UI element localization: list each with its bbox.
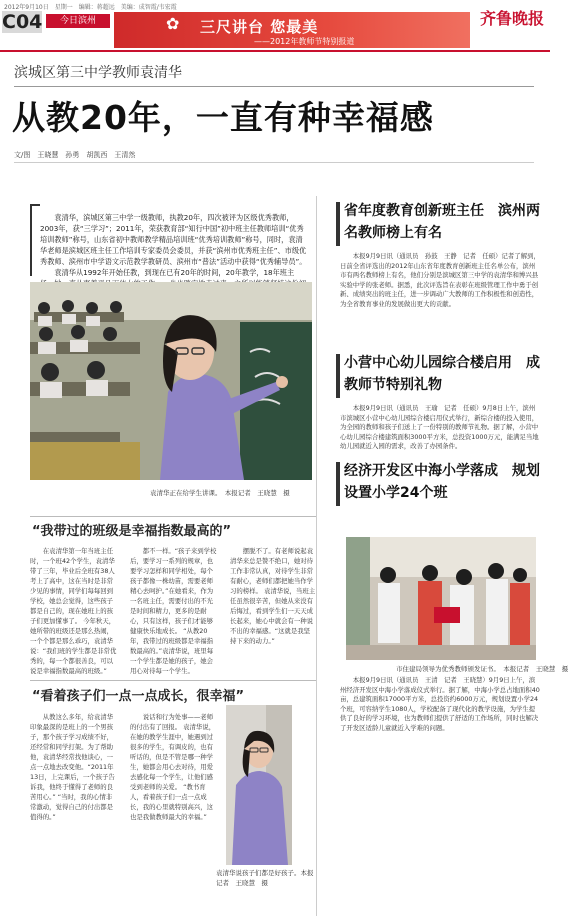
paragraph: 在袁清华第一年当班主任时，一个班42个学生，袁清华带了三年，毕业后全班有38人考上了高中，这在当时是非常少见的事情，同学们每每回到学校，她总会觉得，这些孩子都是自己的，现在她班上的孩子们更加懂事了。 今年秋天，她所带的班级还是那么热闹，一个个都是那么乖巧，袁清华说：“我们班的学生都是非常优秀的，每一个都很善良，可以说是幸福指数最高的班级。” bbox=[30, 547, 117, 675]
quote1-col2 bbox=[130, 546, 218, 675]
paragraph: 从教这么多年，给袁清华印象最深的是班上的一个男孩子，那个孩子学习成绩不好，还经常和同学打架。为了帮助他，袁清华经常找他谈心，一点一点地去改变他。“2011年13日，上完课后，一个孩子告诉我，他终于懂得了老师的良苦用心。” “当时，我的心情非常激动，觉得自己的付出都是值得的。” bbox=[30, 713, 115, 821]
quote1-col1 bbox=[30, 546, 118, 675]
photo-caption: 袁清华正在给学生讲课。 本报记者 王晓慧 摄 bbox=[150, 489, 290, 497]
section-divider bbox=[30, 680, 316, 681]
story-kicker: 滨城区第三中学教师袁清华 bbox=[14, 65, 182, 81]
teacher-photo bbox=[30, 282, 312, 480]
quote2-heading: “看着孩子们一点一点成长，很幸福” bbox=[32, 689, 245, 704]
photo-caption: 市住建局领导为优秀教师颁发证书。 本报记者 王晓慧 摄 bbox=[396, 665, 568, 673]
page-number: C04 bbox=[2, 11, 43, 33]
newspaper-logo: 齐鲁晚报 bbox=[480, 9, 545, 28]
story-headline: 从教20年，一直有种幸福感 bbox=[12, 98, 434, 137]
paragraph: 说话和行为处事——老师的付出有了回报。 袁清华说，在她的教学生涯中，她遇到过很多的学生，有调皮的，也有听话的，但是不管是哪一种学生，她都会用心去对待，用爱去感化每一个学生，让他们感受到老师的关爱。 “教书育人，看着孩子们一点一点成长，我的心里就特别高兴，这也是我做教师最大的幸福。” bbox=[130, 713, 216, 821]
column-divider bbox=[316, 196, 317, 916]
byline-divider bbox=[14, 162, 534, 163]
story3-heading: 经济开发区中海小学落成 规划设置小学24个班 bbox=[344, 463, 540, 501]
banner-flower-icon: ✿ bbox=[166, 14, 180, 33]
header-info: 2012年9月10日 星期一 编辑：蒋超远 美编：成智霞/韦宏霞 bbox=[4, 4, 177, 11]
heading-bar bbox=[336, 354, 340, 398]
ceremony-photo bbox=[346, 537, 536, 660]
heading-bar bbox=[336, 462, 340, 506]
lead-bracket bbox=[30, 204, 40, 276]
paragraph: 都不一样。“孩子来到学校后，要学习一系列的规章，也要学习怎样和同学相处，每个孩子都像一株幼苗，需要老师精心去呵护。”在她看来，作为一名班主任，需要付出的不光是时间和精力，更多的是耐心，只有这样，孩子们才能够健康快乐地成长。 “从教20年，我带过的班级都是幸福指数最高的。”袁清华说，班里每一个学生都是她的孩子，她会用心对待每一个学生。 bbox=[130, 547, 217, 675]
section-divider bbox=[30, 516, 316, 517]
header-divider bbox=[0, 50, 550, 52]
kicker-divider bbox=[14, 86, 534, 87]
quote2-col2 bbox=[130, 712, 218, 918]
story-byline: 文/图 王晓慧 孙勇 胡凯西 王清然 bbox=[14, 151, 136, 159]
quote1-col3 bbox=[230, 546, 316, 672]
paragraph: 摆脱不了。有老师说起袁清华来总是赞不绝口，她对待工作非常认真，对待学生非常有耐心，老师们都把她当作学习的榜样。 袁清华说，当班主任虽然很辛苦，但她从来没有后悔过，看到学生们一天天成长起来，她心中就会有一种说不出的幸福感。“这就是我坚持下来的动力。” bbox=[230, 547, 316, 645]
paragraph: 本报9月9日讯（通讯员 王瑜 记者 任硕）9月8日上午，滨州市滨城区小营中心幼儿园综合楼启用仪式举行，新综合楼的投入使用，为全园的教师和孩子们送上了一份特别的教师节礼物。据了解，小营中心幼儿园综合楼建筑面积3000平方米，总投资1000万元，能满足当地幼儿园就近入园的需求，改善了办园条件。 bbox=[340, 404, 539, 451]
paragraph: 本报9月9日讯（通讯员 王清 记者 王晓慧）9月9日上午，滨州经济开发区中海小学落成仪式举行。据了解，中海小学总占地面积40亩，总建筑面积17000平方米，总投资约6000万元，规划设置小学24个班，可容纳学生1080人，学校配备了现代化的教学设施，为学生提供了良好的学习环境，也为教师们提供了舒适的工作场所，同时也解决了开发区适龄儿童就近入学难的问题。 bbox=[340, 676, 540, 732]
lead-paragraph: 袁清华，滨城区第三中学一级教师，执教20年，四次被评为区级优秀教师，2003年，获“三学习”；2011年，荣获教育部“知行中国”初中班主任教师培训“优秀培训教师”称号，山东省初中教师教学精品培训班“优秀培训教师”称号，同时，袁清华老师是滨城区班主任工作培训专家委员会委员，并获“滨州市优秀班主任”、市级优秀教师、滨州市中学语文示范教学教研员、滨州市“普法”活动中获得“优秀辅导员”。 bbox=[40, 213, 307, 266]
quote2-col1 bbox=[30, 712, 118, 918]
teacher-portrait bbox=[226, 705, 292, 865]
portrait-caption: 袁清华说孩子们都是好孩子。本报记者 王晓慧 摄 bbox=[216, 869, 314, 887]
banner-subtitle: ——2012年教师节特别报道 bbox=[254, 37, 355, 46]
story2-heading: 小营中心幼儿园综合楼启用 成教师节特别礼物 bbox=[344, 355, 540, 393]
section-tag[interactable]: 今日滨州 bbox=[46, 14, 110, 28]
quote1-heading: “我带过的班级是幸福指数最高的” bbox=[32, 524, 232, 539]
story3-body bbox=[340, 676, 540, 916]
story1-body bbox=[340, 252, 540, 352]
story1-heading: 省年度教育创新班主任 滨州两名教师榜上有名 bbox=[344, 203, 540, 241]
story2-body bbox=[340, 404, 540, 452]
lead-paragraph: 袁清华从1992年开始任教，到现在已有20年的时间，20年教学，18年班主 bbox=[54, 268, 295, 277]
banner-title: 三尺讲台 您最美 bbox=[200, 18, 319, 36]
heading-bar bbox=[336, 202, 340, 246]
paragraph: 本报9月9日讯（通讯员 孙鼓 王静 记者 任硕）记者了解到，日前全省评选出的2012年山东省年度教育创新班主任名单公布，滨州市有两名教师榜上有名，他们分别是滨城区第三中学的袁清华和博兴县实验中学的张老师。据悉，此次评选旨在表彰在班级管理工作中勇于创新、成绩突出的班主任，进一步调动广大教师的工作积极性和创造性，为全省教育事业的发展做出更大的贡献。 bbox=[340, 252, 540, 308]
